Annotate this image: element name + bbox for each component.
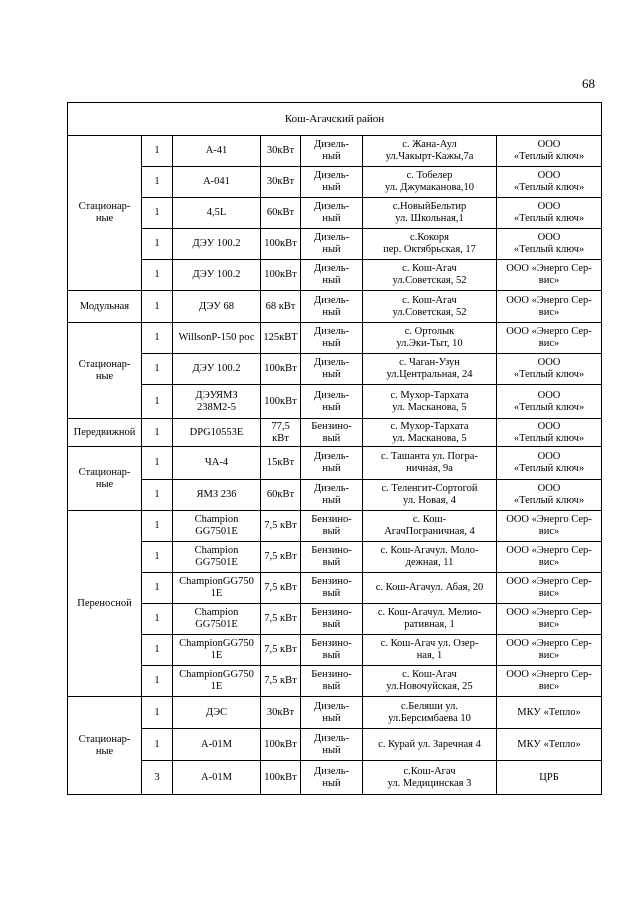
- row-power: 100кВт: [261, 385, 301, 419]
- row-owner: ООО «Энерго Сер- вис»: [497, 260, 602, 291]
- row-power: 7,5 кВт: [261, 573, 301, 604]
- row-address: с.Кош-Агач ул. Медицинская 3: [363, 761, 497, 795]
- row-fuel: Бензино- вый: [301, 666, 363, 697]
- row-fuel: Бензино- вый: [301, 542, 363, 573]
- table-row: [68, 323, 602, 354]
- row-address: с. Кош-Агач ул. Озер- ная, 1: [363, 635, 497, 666]
- row-model: А-01М: [173, 761, 261, 795]
- row-qty: 1: [142, 697, 173, 729]
- row-owner: ООО «Теплый ключ»: [497, 229, 602, 260]
- row-owner: ООО «Теплый ключ»: [497, 354, 602, 385]
- row-power: 100кВт: [261, 260, 301, 291]
- row-model: А-41: [173, 136, 261, 167]
- row-power: 30кВт: [261, 697, 301, 729]
- row-qty: 1: [142, 354, 173, 385]
- row-model: ChampionGG750 1E: [173, 666, 261, 697]
- row-qty: 1: [142, 419, 173, 447]
- table-row: [68, 604, 602, 635]
- row-power: 100кВт: [261, 229, 301, 260]
- row-power: 125кВТ: [261, 323, 301, 354]
- row-qty: 1: [142, 229, 173, 260]
- row-fuel: Дизель- ный: [301, 697, 363, 729]
- row-qty: 1: [142, 447, 173, 480]
- row-power: 7,5 кВт: [261, 666, 301, 697]
- row-fuel: Бензино- вый: [301, 573, 363, 604]
- row-model: ЯМЗ 236: [173, 480, 261, 511]
- row-qty: 1: [142, 323, 173, 354]
- row-address: с. Жана-Аул ул.Чакырт-Кажы,7а: [363, 136, 497, 167]
- row-model: DPG10553E: [173, 419, 261, 447]
- row-owner: ООО «Теплый ключ»: [497, 480, 602, 511]
- row-address: с. Чаган-Узун ул.Центральная, 24: [363, 354, 497, 385]
- row-qty: 1: [142, 573, 173, 604]
- group-type: Переносной: [68, 511, 142, 697]
- row-qty: 1: [142, 198, 173, 229]
- group-type: Стационар- ные: [68, 323, 142, 419]
- row-qty: 1: [142, 167, 173, 198]
- row-owner: ООО «Энерго Сер- вис»: [497, 635, 602, 666]
- row-qty: 1: [142, 635, 173, 666]
- row-fuel: Дизель- ный: [301, 229, 363, 260]
- group-type: Стационар- ные: [68, 447, 142, 511]
- row-model: А-041: [173, 167, 261, 198]
- row-fuel: Дизель- ный: [301, 761, 363, 795]
- row-address: с. Кош-Агач ул.Новочуйская, 25: [363, 666, 497, 697]
- row-qty: 3: [142, 761, 173, 795]
- row-owner: ООО «Энерго Сер- вис»: [497, 666, 602, 697]
- row-owner: ООО «Энерго Сер- вис»: [497, 291, 602, 323]
- row-power: 7,5 кВт: [261, 635, 301, 666]
- table-row: [68, 167, 602, 198]
- row-model: ChampionGG750 1E: [173, 573, 261, 604]
- row-model: ДЭУЯМЗ 238М2-5: [173, 385, 261, 419]
- row-address: с. Тобелер ул. Джумаканова,10: [363, 167, 497, 198]
- row-model: ДЭС: [173, 697, 261, 729]
- row-power: 100кВт: [261, 761, 301, 795]
- table-row: [68, 291, 602, 323]
- row-fuel: Дизель- ный: [301, 167, 363, 198]
- group-type: Стационар- ные: [68, 697, 142, 795]
- row-fuel: Дизель- ный: [301, 291, 363, 323]
- row-qty: 1: [142, 604, 173, 635]
- row-model: Champion GG7501E: [173, 511, 261, 542]
- row-qty: 1: [142, 666, 173, 697]
- row-address: с. Теленгит-Сортогой ул. Новая, 4: [363, 480, 497, 511]
- row-fuel: Дизель- ный: [301, 480, 363, 511]
- row-fuel: Бензино- вый: [301, 419, 363, 447]
- row-power: 68 кВт: [261, 291, 301, 323]
- group-type: Модульная: [68, 291, 142, 323]
- row-model: ДЭУ 100.2: [173, 354, 261, 385]
- row-model: ChampionGG750 1E: [173, 635, 261, 666]
- row-address: с. Кош-Агачул. Абая, 20: [363, 573, 497, 604]
- row-owner: ООО «Энерго Сер- вис»: [497, 511, 602, 542]
- row-owner: ООО «Энерго Сер- вис»: [497, 542, 602, 573]
- table-row: [68, 136, 602, 167]
- row-model: ДЭУ 68: [173, 291, 261, 323]
- row-address: с. Ортолык ул.Эки-Тыт, 10: [363, 323, 497, 354]
- row-address: с.НовыйБельтир ул. Школьная,1: [363, 198, 497, 229]
- row-power: 60кВт: [261, 480, 301, 511]
- row-qty: 1: [142, 385, 173, 419]
- row-model: ДЭУ 100.2: [173, 260, 261, 291]
- row-model: WillsonP-150 рос: [173, 323, 261, 354]
- row-owner: МКУ «Тепло»: [497, 697, 602, 729]
- row-address: с. Кош-Агач ул.Советская, 52: [363, 291, 497, 323]
- row-power: 15кВт: [261, 447, 301, 480]
- table-row: [68, 198, 602, 229]
- table-row: [68, 260, 602, 291]
- row-power: 7,5 кВт: [261, 542, 301, 573]
- row-fuel: Бензино- вый: [301, 635, 363, 666]
- row-address: с.Беляши ул. ул.Берсимбаева 10: [363, 697, 497, 729]
- table-row: [68, 447, 602, 480]
- row-owner: ООО «Энерго Сер- вис»: [497, 604, 602, 635]
- row-fuel: Дизель- ный: [301, 354, 363, 385]
- row-power: 100кВт: [261, 354, 301, 385]
- row-owner: ООО «Теплый ключ»: [497, 385, 602, 419]
- row-power: 30кВт: [261, 167, 301, 198]
- row-power: 7,5 кВт: [261, 511, 301, 542]
- row-address: с. Кош-Агач ул.Советская, 52: [363, 260, 497, 291]
- table-row: [68, 385, 602, 419]
- row-owner: ООО «Теплый ключ»: [497, 167, 602, 198]
- group-type: Передвижной: [68, 419, 142, 447]
- generator-table: [67, 102, 602, 795]
- row-qty: 1: [142, 542, 173, 573]
- row-qty: 1: [142, 291, 173, 323]
- row-fuel: Дизель- ный: [301, 729, 363, 761]
- table-row: [68, 761, 602, 795]
- row-owner: ООО «Энерго Сер- вис»: [497, 323, 602, 354]
- row-owner: ООО «Теплый ключ»: [497, 419, 602, 447]
- group-type: Стационар- ные: [68, 136, 142, 291]
- row-qty: 1: [142, 260, 173, 291]
- row-owner: ООО «Теплый ключ»: [497, 136, 602, 167]
- row-model: ДЭУ 100.2: [173, 229, 261, 260]
- row-address: с.Кокоря пер. Октябрьская, 17: [363, 229, 497, 260]
- row-qty: 1: [142, 480, 173, 511]
- table-row: [68, 480, 602, 511]
- row-power: 7,5 кВт: [261, 604, 301, 635]
- row-address: с. Кош- АгачПограничная, 4: [363, 511, 497, 542]
- table-row: [68, 729, 602, 761]
- row-power: 77,5 кВт: [261, 419, 301, 447]
- table-row: [68, 511, 602, 542]
- row-model: Champion GG7501E: [173, 604, 261, 635]
- row-model: Champion GG7501E: [173, 542, 261, 573]
- table-row: [68, 666, 602, 697]
- page-number: 68: [582, 76, 595, 91]
- table-row: [68, 542, 602, 573]
- table-row: [68, 697, 602, 729]
- row-fuel: Дизель- ный: [301, 323, 363, 354]
- row-address: с. Мухор-Тархата ул. Масканова, 5: [363, 385, 497, 419]
- row-address: с. Мухор-Тархата ул. Масканова, 5: [363, 419, 497, 447]
- table-row: [68, 419, 602, 447]
- row-address: с. Кош-Агачул. Мелио- ративная, 1: [363, 604, 497, 635]
- table-row: [68, 354, 602, 385]
- row-owner: МКУ «Тепло»: [497, 729, 602, 761]
- row-qty: 1: [142, 511, 173, 542]
- row-fuel: Дизель- ный: [301, 260, 363, 291]
- row-model: ЧА-4: [173, 447, 261, 480]
- row-owner: ООО «Энерго Сер- вис»: [497, 573, 602, 604]
- row-power: 100кВт: [261, 729, 301, 761]
- row-power: 30кВт: [261, 136, 301, 167]
- row-owner: ЦРБ: [497, 761, 602, 795]
- row-fuel: Бензино- вый: [301, 604, 363, 635]
- row-fuel: Дизель- ный: [301, 385, 363, 419]
- row-fuel: Дизель- ный: [301, 447, 363, 480]
- row-power: 60кВт: [261, 198, 301, 229]
- row-owner: ООО «Теплый ключ»: [497, 447, 602, 480]
- row-qty: 1: [142, 729, 173, 761]
- row-model: 4,5L: [173, 198, 261, 229]
- table-row: [68, 229, 602, 260]
- row-address: с. Курай ул. Заречная 4: [363, 729, 497, 761]
- row-qty: 1: [142, 136, 173, 167]
- row-fuel: Дизель- ный: [301, 136, 363, 167]
- table-row: [68, 635, 602, 666]
- region-title: Кош-Агачский район: [68, 103, 602, 136]
- row-model: А-01М: [173, 729, 261, 761]
- row-fuel: Бензино- вый: [301, 511, 363, 542]
- row-address: с. Ташанта ул. Погра- ничная, 9а: [363, 447, 497, 480]
- row-owner: ООО «Теплый ключ»: [497, 198, 602, 229]
- row-fuel: Дизель- ный: [301, 198, 363, 229]
- table-row: [68, 573, 602, 604]
- row-address: с. Кош-Агачул. Моло- дежная, 11: [363, 542, 497, 573]
